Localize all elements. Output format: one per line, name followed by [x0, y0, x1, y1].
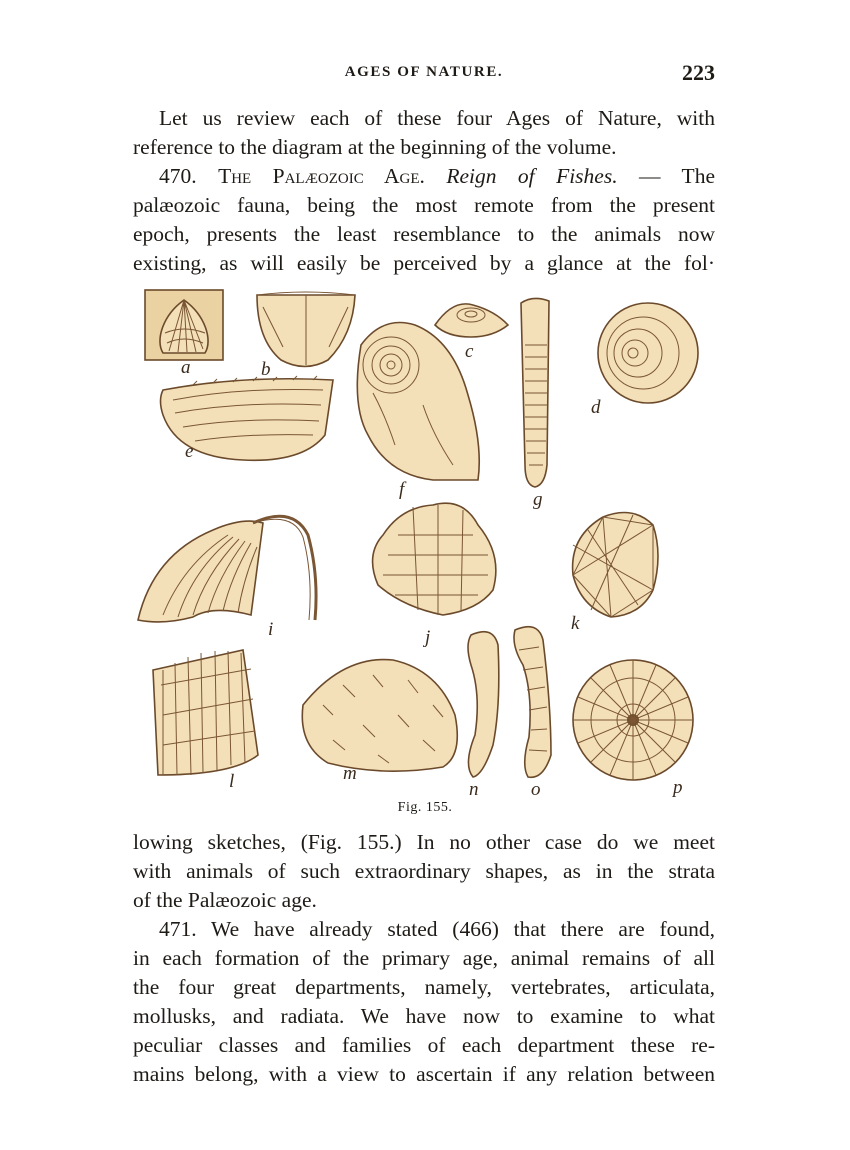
label-p: p: [673, 777, 683, 798]
paragraph-top: [133, 104, 715, 278]
fossil-l-coral: [153, 650, 258, 775]
text-line: epoch, presents the least resemblance to the animals now: [133, 222, 715, 246]
fossil-figure: [133, 285, 715, 815]
section-heading-line: [133, 162, 715, 191]
text-line: mollusks, and radiata. We have now to examine to what: [133, 1004, 715, 1028]
fossil-i-crinoid: [138, 516, 316, 622]
label-o: o: [531, 779, 541, 800]
text-line: lowing sketches, (Fig. 155.) In no other case do we meet: [133, 830, 715, 854]
label-m: m: [343, 763, 357, 784]
text-line: with animals of such extraordinary shapes, as in the strata: [133, 859, 715, 883]
fossil-p-coral: [573, 660, 693, 780]
section-dash-text: — The: [617, 164, 715, 188]
fossil-illustration: [133, 285, 715, 815]
label-d: d: [591, 397, 601, 418]
label-g: g: [533, 489, 543, 510]
figure-caption: Fig. 155.: [397, 800, 453, 815]
fossil-f-cephalopod: [357, 323, 479, 481]
text-line: existing, as will easily be perceived by a glance at the fol·: [133, 251, 715, 275]
label-a: a: [181, 357, 191, 378]
text-line: reference to the diagram at the beginning of the volume.: [133, 135, 617, 159]
section-subtitle: Reign of Fishes.: [446, 164, 618, 188]
label-k: k: [571, 613, 580, 634]
text-line: mains belong, with a view to ascertain if any relation between: [133, 1062, 715, 1086]
label-l: l: [229, 771, 235, 792]
paragraph-bottom: [133, 828, 715, 1089]
text-line: 471. We have already stated (466) that there are found,: [159, 917, 715, 941]
text-line: of the Palæozoic age.: [133, 888, 317, 912]
text-line: palæozoic fauna, being the most remote from the present: [133, 193, 715, 217]
label-e: e: [185, 441, 194, 462]
running-head: [133, 60, 715, 86]
fossil-j-cystoid: [373, 503, 496, 615]
page-number: 223: [682, 60, 715, 85]
fossil-m-coral: [302, 660, 457, 772]
fossil-k-cystoid: [573, 513, 658, 618]
label-f: f: [399, 479, 405, 500]
text-line: the four great departments, namely, vertebrates, articulata,: [133, 975, 715, 999]
label-i: i: [268, 619, 274, 640]
fossil-n-worm: [468, 632, 499, 777]
label-b: b: [261, 359, 271, 380]
label-n: n: [469, 779, 479, 800]
fossil-b-brachiopod: [257, 292, 355, 367]
text-line: peculiar classes and families of each department these re-: [133, 1033, 715, 1057]
fossil-g-orthoceras: [521, 298, 549, 487]
fossil-o-worm: [514, 627, 551, 778]
text-line: Let us review each of these four Ages of Nature, with: [159, 106, 715, 130]
fossil-d-ammonite: [598, 303, 698, 403]
text-line: in each formation of the primary age, animal remains of all: [133, 946, 715, 970]
running-title: AGES OF NATURE.: [344, 64, 504, 80]
fossil-c-gastropod: [435, 304, 508, 337]
section-number: 470.: [159, 164, 197, 188]
fossil-a-brachiopod: [145, 290, 223, 360]
label-j: j: [425, 627, 431, 648]
section-title: The Palæozoic Age.: [218, 164, 425, 188]
label-c: c: [465, 341, 474, 362]
